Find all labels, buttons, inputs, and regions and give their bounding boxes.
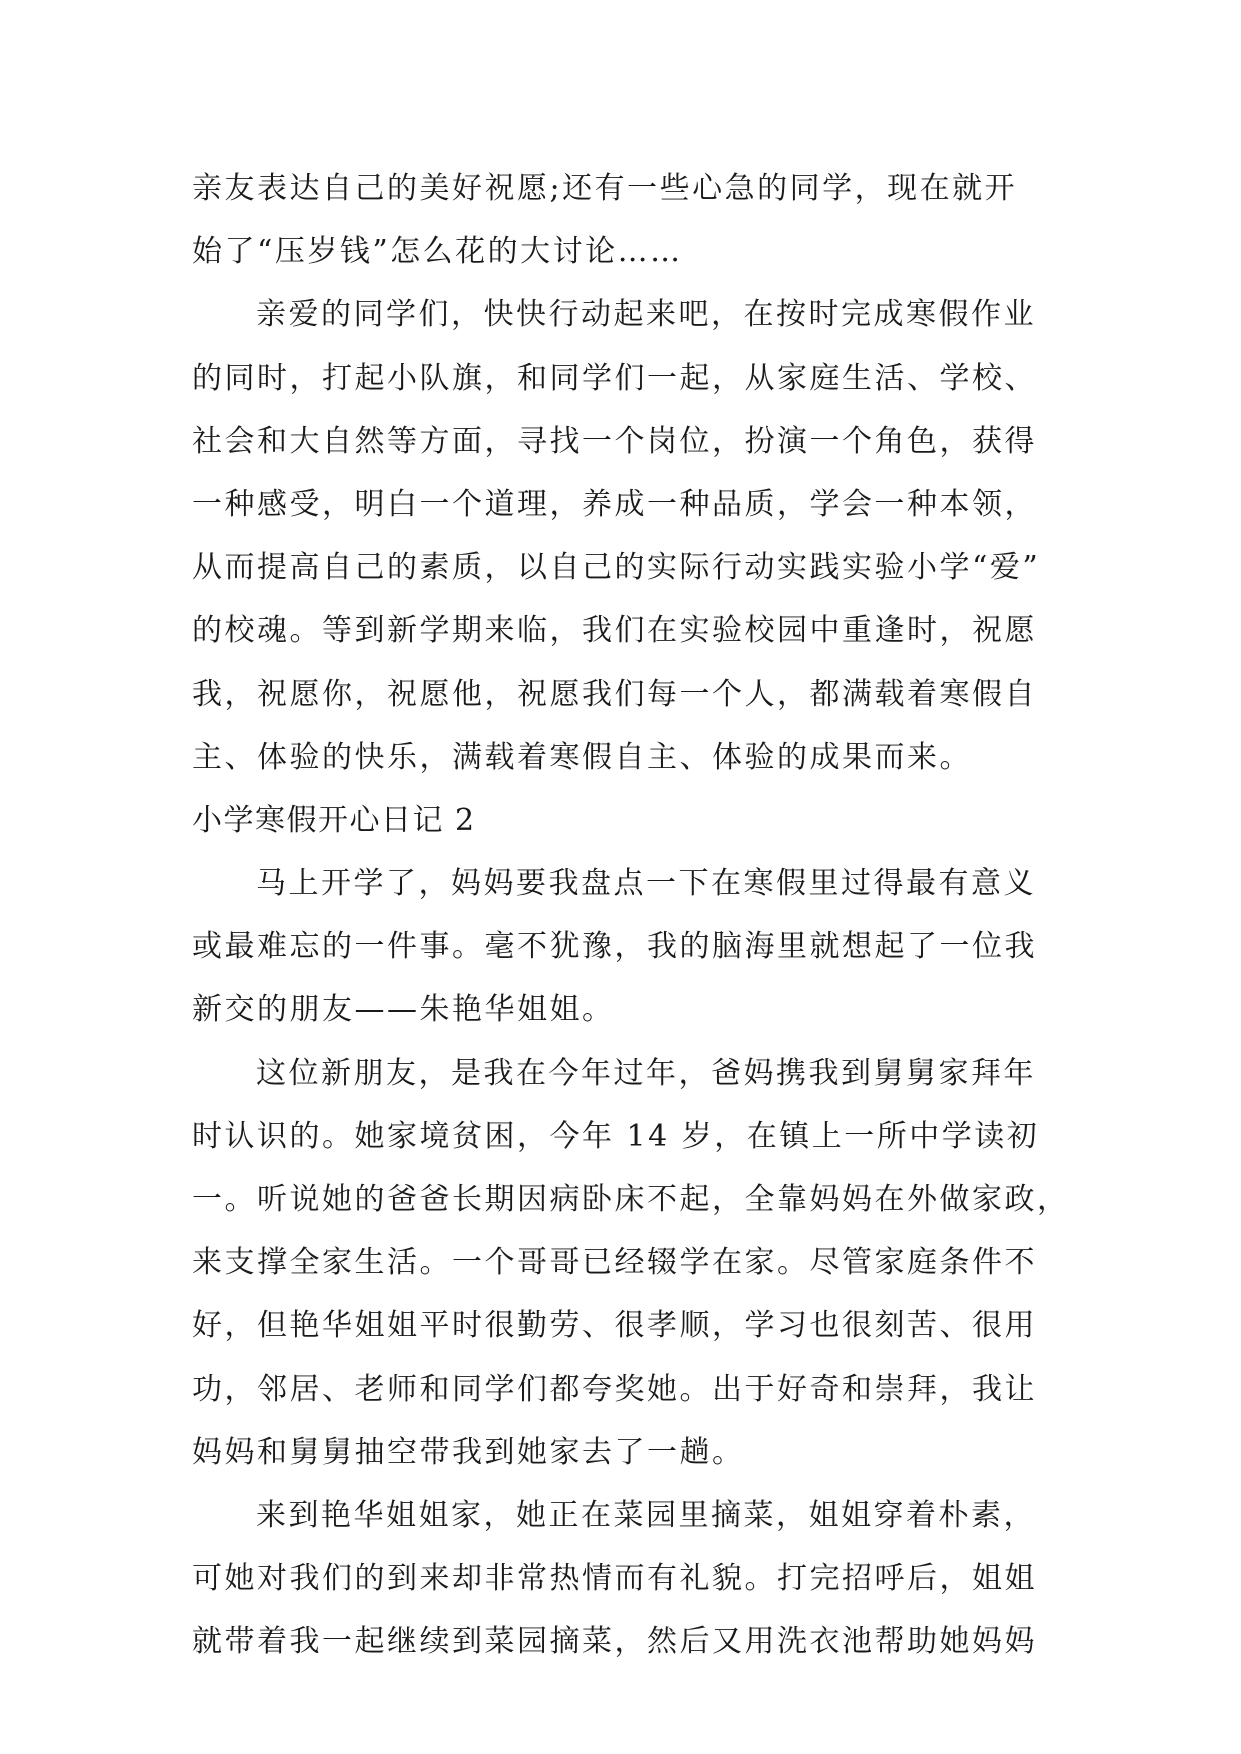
section-heading: 小学寒假开心日记 2 bbox=[192, 802, 476, 838]
text-line: 始了“压岁钱”怎么花的大讨论…… bbox=[192, 234, 683, 270]
paragraph-start-line: 马上开学了，妈妈要我盘点一下在寒假里过得最有意义 bbox=[256, 866, 1036, 902]
text-line: 好，但艳华姐姐平时很勤劳、很孝顺，学习也很刻苦、很用 bbox=[192, 1308, 1037, 1344]
text-line: 来支撑全家生活。一个哥哥已经辍学在家。尽管家庭条件不 bbox=[192, 1245, 1037, 1281]
text-line: 的同时，打起小队旗，和同学们一起，从家庭生活、学校、 bbox=[192, 360, 1037, 396]
text-line: 社会和大自然等方面，寻找一个岗位，扮演一个角色，获得 bbox=[192, 423, 1037, 459]
text-line: 亲友表达自己的美好祝愿;还有一些心急的同学，现在就开 bbox=[192, 171, 1018, 206]
text-line: 就带着我一起继续到菜园摘菜，然后又用洗衣池帮助她妈妈 bbox=[192, 1624, 1037, 1660]
paragraph-start-line: 这位新朋友，是我在今年过年，爸妈携我到舅舅家拜年 bbox=[256, 1055, 1036, 1091]
text-line: 一种感受，明白一个道理，养成一种品质，学会一种本领， bbox=[192, 486, 1037, 522]
text-line: 新交的朋友——朱艳华姐姐。 bbox=[192, 992, 615, 1028]
text-line: 或最难忘的一件事。毫不犹豫，我的脑海里就想起了一位我 bbox=[192, 929, 1037, 965]
document-page bbox=[192, 157, 1070, 1674]
text-line: 妈妈和舅舅抽空带我到她家去了一趟。 bbox=[192, 1434, 745, 1470]
text-line: 从而提高自己的素质，以自己的实际行动实践实验小学“爱” bbox=[192, 550, 1041, 586]
text-line: 时认识的。她家境贫困，今年 14 岁，在镇上一所中学读初 bbox=[192, 1118, 1040, 1154]
paragraph-start-line: 来到艳华姐姐家，她正在菜园里摘菜，姐姐穿着朴素， bbox=[256, 1497, 1036, 1533]
text-line: 功，邻居、老师和同学们都夸奖她。出于好奇和崇拜，我让 bbox=[192, 1371, 1037, 1407]
text-line: 主、体验的快乐，满载着寒假自主、体验的成果而来。 bbox=[192, 739, 972, 775]
text-line: 一。听说她的爸爸长期因病卧床不起，全靠妈妈在外做家政， bbox=[192, 1182, 1070, 1217]
text-line: 我，祝愿你，祝愿他，祝愿我们每一个人，都满载着寒假自 bbox=[192, 676, 1037, 712]
text-line: 的校魂。等到新学期来临，我们在实验校园中重逢时，祝愿 bbox=[192, 613, 1037, 649]
text-line: 可她对我们的到来却非常热情而有礼貌。打完招呼后，姐姐 bbox=[192, 1561, 1037, 1597]
paragraph-start-line: 亲爱的同学们，快快行动起来吧，在按时完成寒假作业 bbox=[256, 297, 1036, 333]
